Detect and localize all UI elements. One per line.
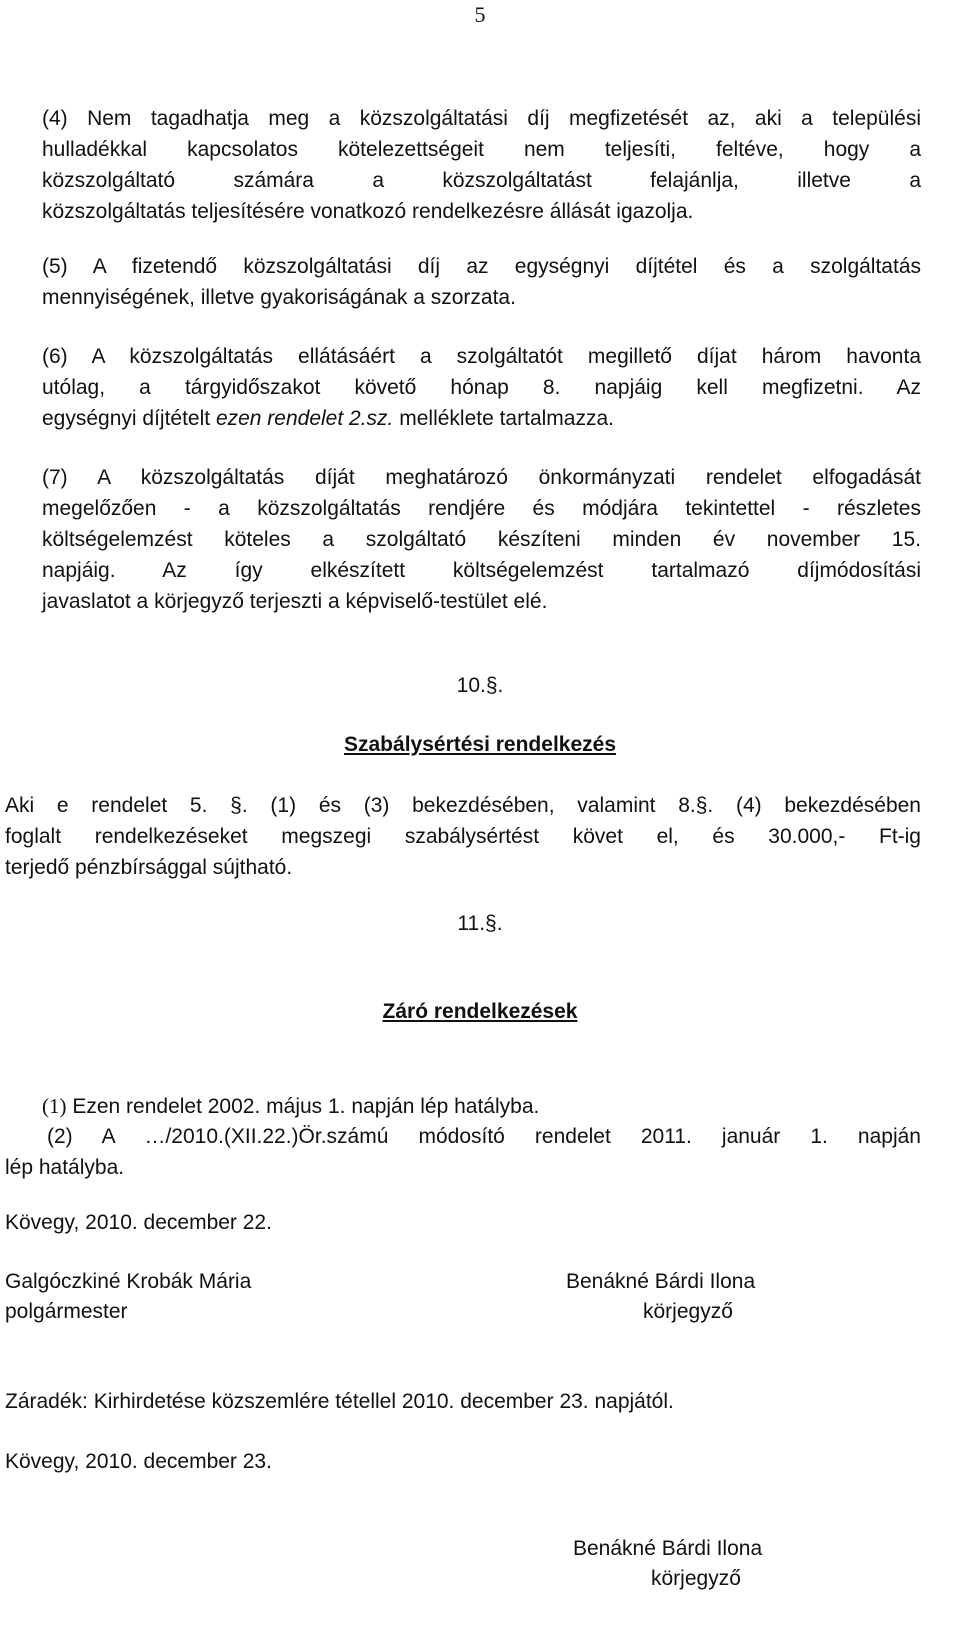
- signature-right-name: Benákné Bárdi Ilona: [566, 1270, 756, 1293]
- paragraph-7: [42, 462, 921, 617]
- final-signature-name: Benákné Bárdi Ilona: [573, 1537, 763, 1560]
- paragraph-line: Aki e rendelet 5. §. (1) és (3) bekezdésében, valamint 8.§. (4) bekezdésében: [5, 794, 921, 817]
- place-date: Kövegy, 2010. december 23.: [5, 1450, 272, 1473]
- signature-left-name: Galgóczkiné Krobák Mária: [5, 1270, 252, 1293]
- paragraph-line: lép hatályba.: [5, 1156, 125, 1179]
- closing-item-2: [5, 1121, 921, 1183]
- paragraph-line: hulladékkal kapcsolatos kötelezettségeit nem teljesíti, feltéve, hogy a: [42, 138, 921, 161]
- paragraph-line: közszolgáltató számára a közszolgáltatást felajánlja, illetve a: [42, 169, 921, 192]
- paragraph-line: megelőzően - a közszolgáltatás rendjére és módjára tekintettel - részletes: [42, 497, 921, 520]
- paragraph-5: [42, 251, 921, 313]
- paragraph-line: mennyiségének, illetve gyakoriságának a szorzata.: [42, 286, 516, 309]
- item-number: (1): [42, 1094, 67, 1118]
- paragraph-line: javaslatot a körjegyző terjeszti a képviselő-testület elé.: [42, 590, 548, 613]
- section-number: 10.§.: [456, 674, 504, 697]
- text-segment: melléklete tartalmazza.: [393, 407, 614, 430]
- clause-text: Záradék: Kirhirdetése közszemlére tétellel 2010. december 23. napjától.: [5, 1390, 674, 1413]
- paragraph-line: (4) Nem tagadhatja meg a közszolgáltatási díj megfizetését az, aki a települési: [42, 107, 921, 130]
- paragraph-4: [42, 103, 921, 227]
- paragraph-line: közszolgáltatás teljesítésére vonatkozó rendelkezésre állását igazolja.: [42, 200, 694, 223]
- section-title: Záró rendelkezések: [382, 1000, 578, 1023]
- item-text: Ezen rendelet 2002. május 1. napján lép hatályba.: [66, 1095, 540, 1118]
- paragraph-6: [42, 341, 921, 434]
- paragraph-line: (7) A közszolgáltatás díját meghatározó önkormányzati rendelet elfogadását: [42, 466, 921, 489]
- closing-item-1: [42, 1094, 539, 1119]
- paragraph-line: (6) A közszolgáltatás ellátásáért a szolgáltatót megillető díjat három havonta: [42, 345, 921, 368]
- paragraph-line: terjedő pénzbírsággal sújtható.: [5, 856, 293, 879]
- page-number: 5: [474, 2, 486, 27]
- section-title: Szabálysértési rendelkezés: [344, 733, 616, 756]
- section-10-text: [5, 790, 921, 883]
- text-segment: egységnyi díjtételt: [42, 407, 216, 430]
- paragraph-line: napjáig. Az így elkészített költségelemzést tartalmazó díjmódosítási: [42, 559, 921, 582]
- final-signature-title: körjegyző: [651, 1567, 741, 1590]
- signature-right-title: körjegyző: [643, 1300, 733, 1323]
- italic-reference: ezen rendelet 2.sz.: [215, 407, 394, 430]
- paragraph-line: (5) A fizetendő közszolgáltatási díj az egységnyi díjtétel és a szolgáltatás: [42, 255, 921, 278]
- section-number: 11.§.: [457, 912, 503, 935]
- place-date: Kövegy, 2010. december 22.: [5, 1211, 272, 1234]
- paragraph-line: foglalt rendelkezéseket megszegi szabálysértést követ el, és 30.000,- Ft-ig: [5, 825, 921, 848]
- paragraph-line: (2) A …/2010.(XII.22.)Ör.számú módosító rendelet 2011. január 1. napján: [47, 1125, 921, 1148]
- paragraph-line: [42, 403, 921, 434]
- paragraph-line: utólag, a tárgyidőszakot követő hónap 8. napjáig kell megfizetni. Az: [42, 376, 921, 399]
- signature-left-title: polgármester: [5, 1300, 128, 1323]
- paragraph-line: költségelemzést köteles a szolgáltató készíteni minden év november 15.: [42, 528, 921, 551]
